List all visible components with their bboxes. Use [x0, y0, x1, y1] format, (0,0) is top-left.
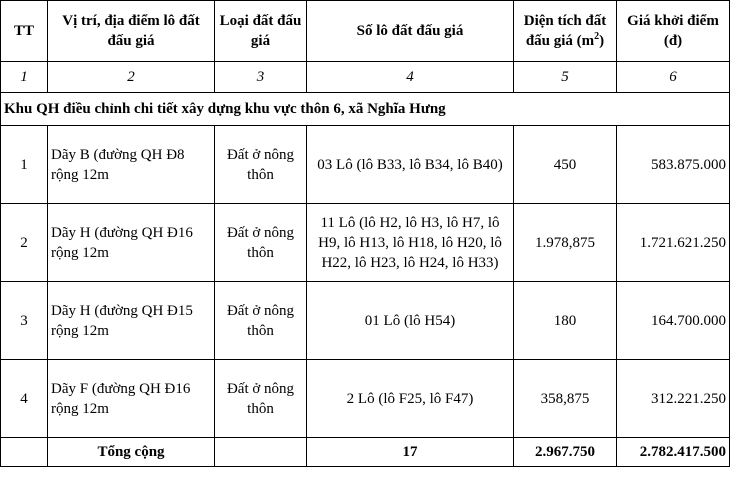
row-lots: 2 Lô (lô F25, lô F47): [307, 360, 514, 438]
total-area: 2.967.750: [514, 438, 617, 467]
row-location: Dãy F (đường QH Đ16 rộng 12m: [48, 360, 215, 438]
row-price: 1.721.621.250: [617, 204, 730, 282]
column-number: 1: [1, 62, 48, 93]
row-area: 450: [514, 126, 617, 204]
total-row: [1, 438, 730, 467]
row-tt: 1: [1, 126, 48, 204]
row-price: 583.875.000: [617, 126, 730, 204]
table-row: [1, 204, 730, 282]
header-location: Vị trí, địa điểm lô đất đấu giá: [48, 1, 215, 62]
column-number: 6: [617, 62, 730, 93]
total-label: Tổng cộng: [48, 438, 215, 467]
header-tt: TT: [1, 1, 48, 62]
row-location: Dãy H (đường QH Đ15 rộng 12m: [48, 282, 215, 360]
row-tt: 2: [1, 204, 48, 282]
row-land-type: Đất ở nông thôn: [215, 282, 307, 360]
header-price: Giá khởi điểm (đ): [617, 1, 730, 62]
table-row: [1, 360, 730, 438]
table-row: [1, 126, 730, 204]
total-empty-cell: [215, 438, 307, 467]
row-lots: 03 Lô (lô B33, lô B34, lô B40): [307, 126, 514, 204]
row-area: 1.978,875: [514, 204, 617, 282]
row-lots: 11 Lô (lô H2, lô H3, lô H7, lô H9, lô H13, lô H18, lô H20, lô H22, lô H23, lô H24, lô H33): [307, 204, 514, 282]
row-price: 164.700.000: [617, 282, 730, 360]
section-title: Khu QH điều chỉnh chi tiết xây dựng khu vực thôn 6, xã Nghĩa Hưng: [1, 93, 730, 126]
row-land-type: Đất ở nông thôn: [215, 126, 307, 204]
header-area-suffix: ): [599, 33, 605, 49]
section-row: [1, 93, 730, 126]
header-land-type: Loại đất đấu giá: [215, 1, 307, 62]
header-area: [514, 1, 617, 62]
header-area-superscript: 2: [594, 31, 600, 42]
column-number: 3: [215, 62, 307, 93]
row-lots: 01 Lô (lô H54): [307, 282, 514, 360]
row-land-type: Đất ở nông thôn: [215, 204, 307, 282]
column-number-row: [1, 62, 730, 93]
column-number: 4: [307, 62, 514, 93]
row-tt: 3: [1, 282, 48, 360]
total-lots: 17: [307, 438, 514, 467]
column-number: 2: [48, 62, 215, 93]
row-area: 358,875: [514, 360, 617, 438]
row-area: 180: [514, 282, 617, 360]
row-location: Dãy H (đường QH Đ16 rộng 12m: [48, 204, 215, 282]
header-row: [1, 1, 730, 62]
header-lot-count: Số lô đất đấu giá: [307, 1, 514, 62]
total-price: 2.782.417.500: [617, 438, 730, 467]
row-tt: 4: [1, 360, 48, 438]
table-row: [1, 282, 730, 360]
row-land-type: Đất ở nông thôn: [215, 360, 307, 438]
row-price: 312.221.250: [617, 360, 730, 438]
column-number: 5: [514, 62, 617, 93]
row-location: Dãy B (đường QH Đ8 rộng 12m: [48, 126, 215, 204]
header-area-text: Diện tích đất đấu giá (m: [523, 13, 607, 49]
total-empty-cell: [1, 438, 48, 467]
